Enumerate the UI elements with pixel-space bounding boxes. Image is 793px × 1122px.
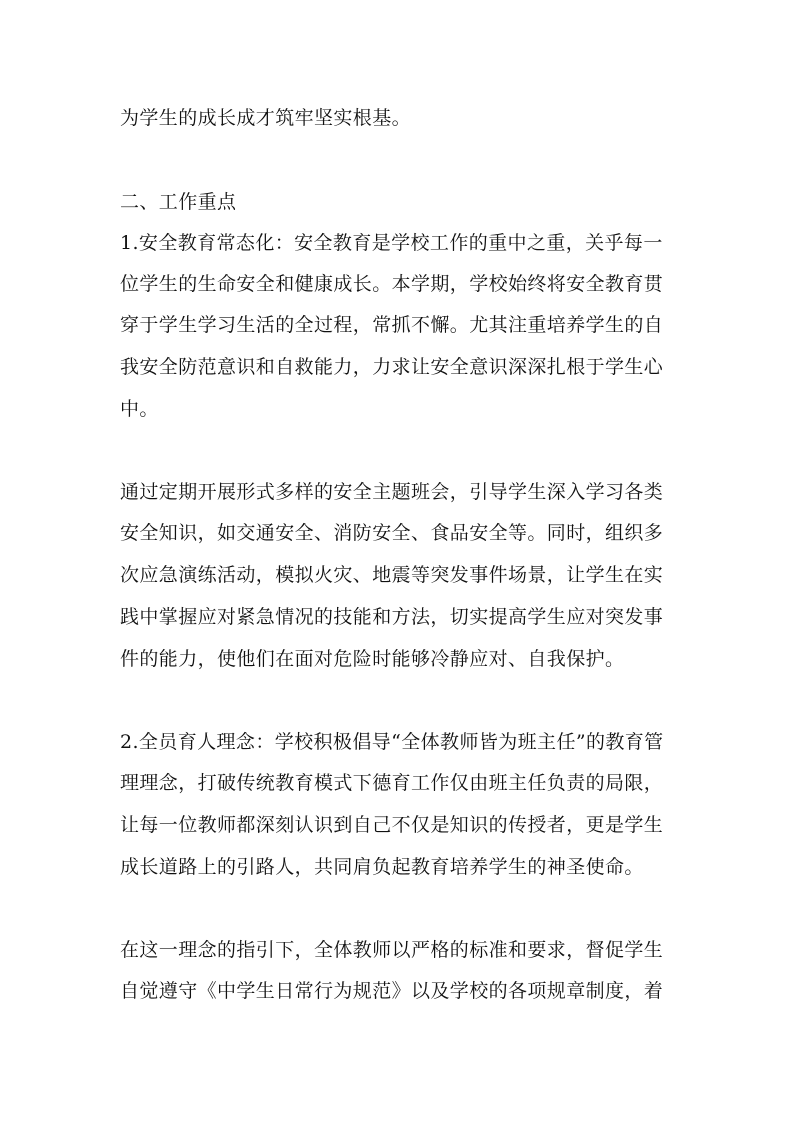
- item1-detail-line-2: 安全知识，如交通安全、消防安全、食品安全等。同时，组织多: [120, 522, 664, 544]
- section-heading: 二、工作重点: [120, 191, 237, 213]
- item1-line-3: 穿于学生学习生活的全过程，常抓不懈。尤其注重培养学生的自: [120, 314, 664, 336]
- item1-line-2: 位学生的生命安全和健康成长。本学期，学校始终将安全教育贯: [120, 273, 664, 295]
- item2-line-2: 理理念，打破传统教育模式下德育工作仅由班主任负责的局限，: [120, 772, 664, 794]
- item2-detail-line-1: 在这一理念的指引下，全体教师以严格的标准和要求，督促学生: [120, 939, 664, 961]
- item1-detail-line-3: 次应急演练活动，模拟火灾、地震等突发事件场景，让学生在实: [120, 564, 664, 586]
- item2-line-1: 2.全员育人理念：学校积极倡导“全体教师皆为班主任”的教育管: [120, 731, 664, 753]
- item1-detail-line-4: 践中掌握应对紧急情况的技能和方法，切实提高学生应对突发事: [120, 606, 664, 628]
- item2-line-3: 让每一位教师都深刻认识到自己不仅是知识的传授者，更是学生: [120, 814, 664, 836]
- item2-line-4: 成长道路上的引路人，共同肩负起教育培养学生的神圣使命。: [120, 856, 644, 878]
- item1-line-1: 1.安全教育常态化：安全教育是学校工作的重中之重，关乎每一: [120, 232, 663, 254]
- item1-detail-line-5: 件的能力，使他们在面对危险时能够冷静应对、自我保护。: [120, 648, 625, 670]
- item1-line-4: 我安全防范意识和自救能力，力求让安全意识深深扎根于学生心: [120, 356, 664, 378]
- intro-tail-line: 为学生的成长成才筑牢坚实根基。: [120, 107, 412, 129]
- item1-detail-line-1: 通过定期开展形式多样的安全主题班会，引导学生深入学习各类: [120, 481, 664, 503]
- item1-line-5: 中。: [120, 398, 159, 420]
- item2-detail-line-2: 自觉遵守《中学生日常行为规范》以及学校的各项规章制度，着: [120, 980, 664, 1002]
